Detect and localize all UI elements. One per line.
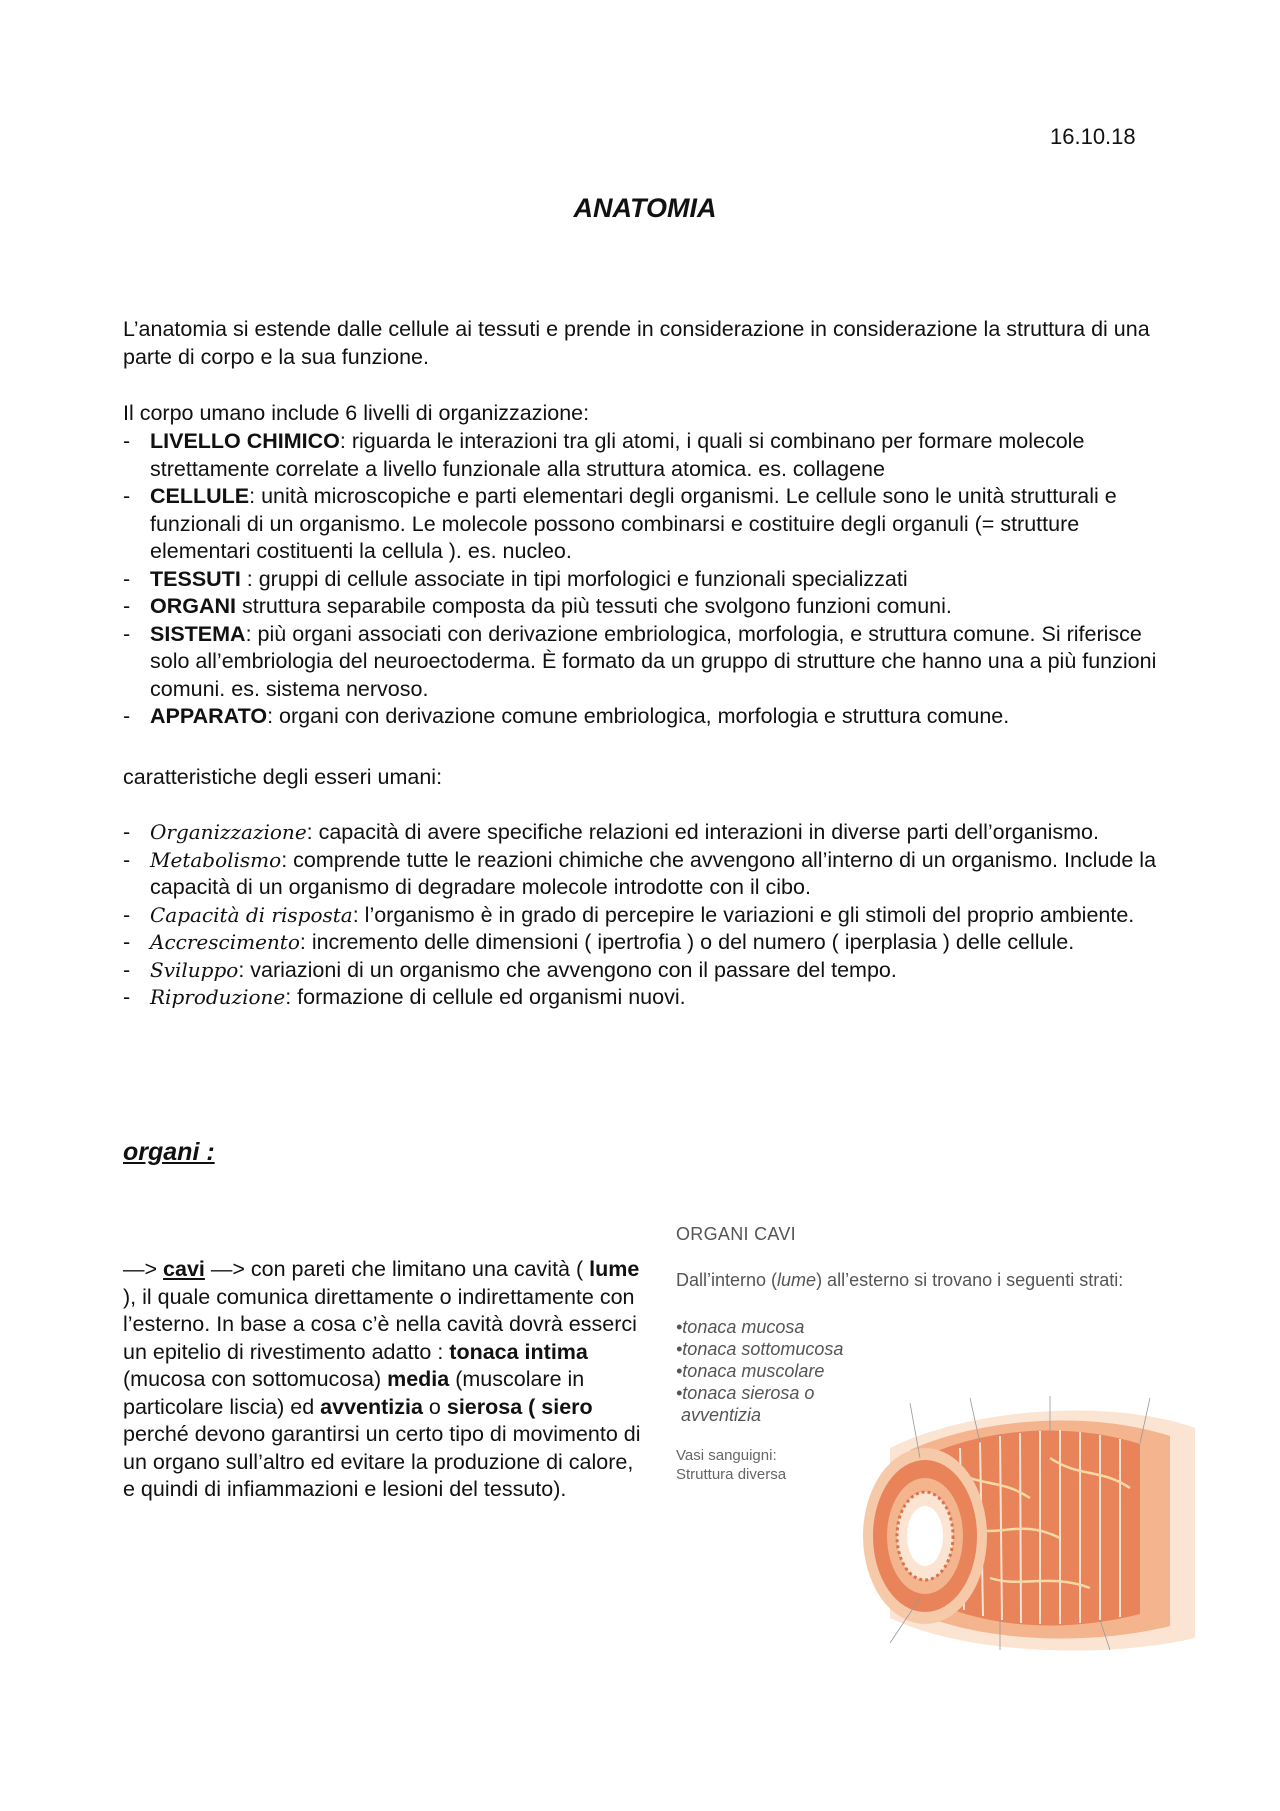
level-term: APPARATO [150,704,268,728]
intro-paragraph: L’anatomia si estende dalle cellule ai tessuti e prende in considerazione in considerazione la struttura di una parte di corpo e la sua funzione. [123,317,1150,369]
organ-cross-section-illustration [850,1388,1200,1660]
level-term: LIVELLO CHIMICO [150,429,340,453]
sierosa-term: sierosa ( siero [446,1394,593,1419]
cavi-text: (muscolare in particolare liscia) ed [123,1367,585,1419]
organs-heading: organi : [123,1138,215,1166]
char-term: Sviluppo [150,957,239,982]
list-item [123,593,1168,621]
cavi-text: (mucosa con sottomucosa) [123,1367,388,1391]
list-item [123,483,1168,566]
cavi-text: perché devono garantirsi un certo tipo di movimento di un organo sull’altro ed evitare la produzione di calore, e quindi di infiammazioni e lesioni del tessuto). [123,1422,641,1501]
characteristics-intro: caratteristiche degli esseri umani: [123,765,443,789]
levels-intro: Il corpo umano include 6 livelli di organizzazione: [123,401,590,425]
level-term: CELLULE [150,484,250,508]
figure-vasi-note: Vasi sanguigni: Struttura diversa [676,1447,787,1483]
char-text: : l’organismo è in grado di percepire le variazioni e gli stimoli del proprio ambiente. [352,902,1135,927]
list-item [123,566,1168,594]
level-text: : più organi associati con derivazione embriologica, morfologia, e struttura comune. Si riferisce solo all’embriologia del neuroectoderma. È formato da un gruppo di strutture che hanno una a più funzioni comuni. es. sistema nervoso. [150,621,1157,701]
level-term: ORGANI [150,594,236,618]
list-item [123,929,1168,957]
list-item [123,428,1168,483]
level-term: TESSUTI [150,566,241,591]
figure-subtitle [676,1270,1123,1291]
list-item [123,621,1168,704]
list-item [123,984,1168,1012]
list-item [123,847,1168,902]
media-term: media [387,1367,450,1391]
level-text: struttura separabile composta da più tessuti che svolgono funzioni comuni. [236,594,952,618]
cavi-paragraph [123,1256,643,1504]
char-text: : formazione di cellule ed organismi nuovi. [285,985,686,1009]
figure-title: ORGANI CAVI [676,1224,796,1244]
figure-layer: avventizia [676,1405,762,1425]
char-text: : capacità di avere specifiche relazioni ed interazioni in diverse parti dell’organismo. [306,820,1099,844]
figure-subtitle-part: ) all’esterno si trovano i seguenti strati: [816,1270,1124,1290]
cavi-text: o [422,1394,447,1419]
list-item [123,703,1168,731]
figure-layer: •tonaca mucosa [676,1317,805,1337]
figure-subtitle-part: Dall’interno ( [676,1270,778,1290]
cavi-text: ), il quale comunica direttamente o indirettamente con l’esterno. In base a cosa c’è nella cavità dovrà esserci un epitelio di rivestimento adatto : [123,1284,637,1364]
intima-term: tonaca intima [449,1339,588,1364]
list-item [123,819,1168,847]
figure-subtitle-lume: lume [777,1270,817,1290]
page-title: ANATOMIA [573,193,717,223]
level-text: : unità microscopiche e parti elementari degli organismi. Le cellule sono le unità strutturali e funzionali di un organismo. Le molecole possono combinarsi e costituire degli organuli (= strutture elementari costituenti la cellula ). es. nucleo. [150,484,1117,563]
characteristics-list [123,819,1168,1012]
char-text: : incremento delle dimensioni ( ipertrofia ) o del numero ( iperplasia ) delle cellule. [299,930,1075,954]
hollow-organ-figure [670,1210,1200,1670]
char-term: Organizzazione [150,820,307,844]
char-term: Accrescimento [150,930,300,954]
list-item [123,957,1168,985]
level-text: : organi con derivazione comune embriologica, morfologia e struttura comune. [267,704,1010,728]
cavi-term: cavi [163,1257,205,1281]
char-term: Metabolismo [150,847,282,872]
char-term: Capacità di risposta [150,902,353,927]
levels-list [123,428,1168,731]
cavi-text: —> con pareti che limitano una cavità ( [204,1257,590,1281]
figure-layer: •tonaca sierosa o [676,1383,815,1403]
lume-term: lume [589,1257,640,1281]
date: 16.10.18 [1050,124,1136,149]
figure-layer: •tonaca muscolare [676,1361,825,1381]
arrow-icon: —> [123,1257,158,1281]
list-item [123,902,1168,930]
figure-layer: •tonaca sottomucosa [676,1339,844,1359]
level-text: : riguarda le interazioni tra gli atomi, i quali si combinano per formare molecole strettamente correlate a livello funzionale alla struttura atomica. es. collagene [150,429,1085,481]
figure-layers [676,1316,843,1426]
level-text: : gruppi di cellule associate in tipi morfologici e funzionali specializzati [240,566,908,591]
char-term: Riproduzione [150,985,286,1009]
avventizia-term: avventizia [320,1394,423,1419]
char-text: : comprende tutte le reazioni chimiche che avvengono all’interno di un organismo. Include la capacità di un organismo di degradare molecole introdotte con il cibo. [150,847,1157,899]
char-text: : variazioni di un organismo che avvengono con il passare del tempo. [238,957,897,982]
level-term: SISTEMA [150,621,246,646]
